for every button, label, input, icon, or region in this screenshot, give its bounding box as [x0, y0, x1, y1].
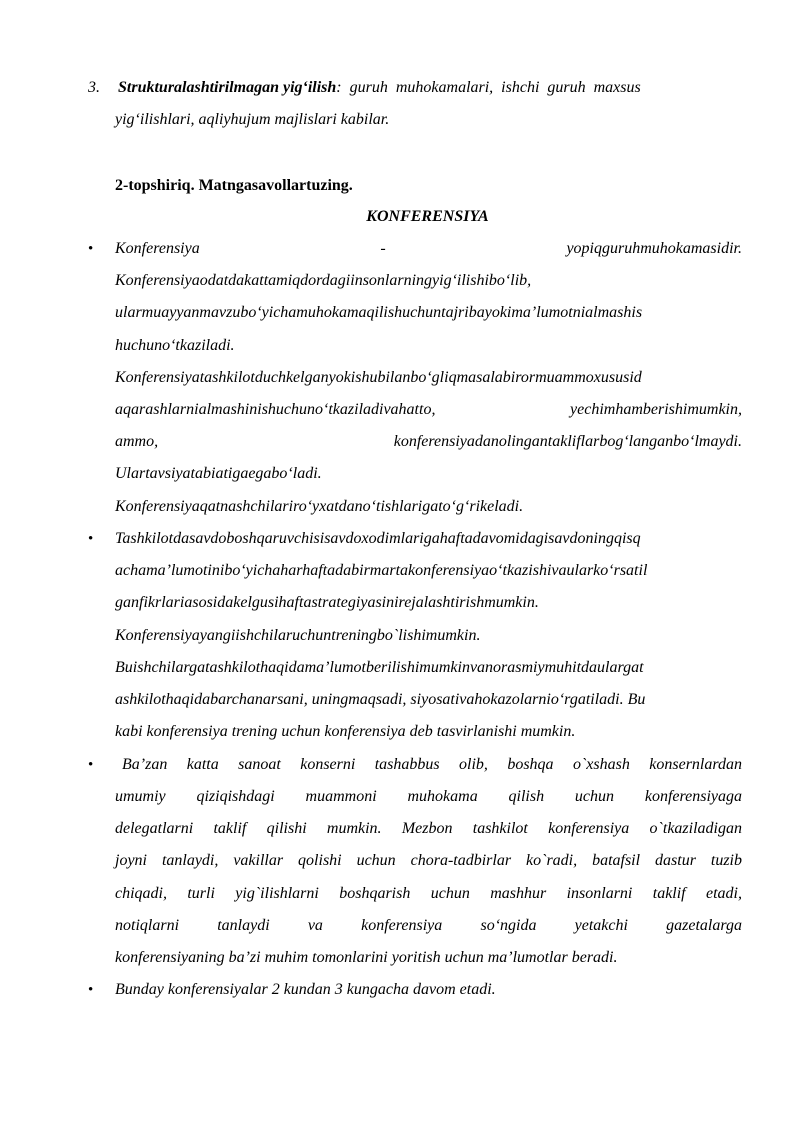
item3-line2: yig‘ilishlari, aqliyhujum majlislari kabilar. — [115, 111, 390, 128]
p1-line-2: Konferensiyaodatdakattamiqdordagiinsonlarningyig‘ilishibo‘lib, — [115, 272, 532, 289]
p3-line-4: joyni tanlaydi, vakillar qolishi uchun chora-tadbirlar ko`radi, batafsil dastur tuzib — [115, 852, 742, 869]
p3-line-2: umumiy qiziqishdagi muammoni muhokama qilish uchun konferensiyaga — [115, 788, 742, 805]
task-heading: 2-topshiriq. Matngasavollartuzing. — [115, 177, 353, 194]
p2-line-2: achama’lumotinibo‘yichaharhaftadabirmartakonferensiyao‘tkazishivaularko‘rsatil — [115, 562, 648, 579]
p2-line-7: kabi konferensiya trening uchun konferensiya deb tasvirlanishi mumkin. — [115, 723, 576, 740]
task-title: KONFERENSIYA — [366, 208, 489, 225]
p1-line-7: ammo, konferensiyadanolingantakliflarbog‘langanbo‘lmaydi. — [115, 433, 742, 450]
bullet-3: • — [88, 757, 94, 773]
p1-line-1: Konferensiya - yopiqguruhmuhokamasidir. — [115, 240, 742, 257]
p1-line-4: huchuno‘tkaziladi. — [115, 337, 235, 354]
bullet-4: • — [88, 982, 94, 998]
p3-line-3: delegatlarni taklif qilishi mumkin. Mezbon tashkilot konferensiya o`tkaziladigan — [115, 820, 742, 837]
p2-line-3: ganfikrlariasosidakelgusihaftastrategiyasinirejalashtirishmumkin. — [115, 594, 539, 611]
p2-line-6: ashkilothaqidabarchanarsani, uningmaqsadi, siyosativahokazolarnio‘rgatiladi. Bu — [115, 691, 646, 708]
p1-line-8: Ulartavsiyatabiatigaegabo‘ladi. — [115, 465, 322, 482]
p3-line-5: chiqadi, turli yig`ilishlarni boshqarish uchun mashhur insonlarni taklif etadi, — [115, 885, 742, 902]
item3-term: Strukturalashtirilmagan yig‘ilish — [118, 79, 337, 96]
bullet-2: • — [88, 531, 94, 547]
p1-line-9: Konferensiyaqatnashchilariro‘yxatdano‘tishlarigato‘g‘rikeladi. — [115, 498, 524, 515]
bullet-1: • — [88, 241, 94, 257]
p1-line-5: Konferensiyatashkilotduchkelganyokishubilanbo‘gliqmasalabirormuammoxususid — [115, 369, 642, 386]
item3-rest: : guruh muhokamalari, ishchi guruh maxsus — [336, 79, 641, 96]
p2-line-5: Buishchilargatashkilothaqidama’lumotberilishimumkinvanorasmiymuhitdaulargat — [115, 659, 644, 676]
p1-line-3: ularmuayyanmavzubo‘yichamuhokamaqilishuchuntajribayokima’lumotnialmashis — [115, 304, 643, 321]
p1-line-6: aqarashlarnialmashinishuchuno‘tkaziladivahatto, yechimhamberishimumkin, — [115, 401, 742, 418]
p2-line-4: Konferensiyayangiishchilaruchuntreningbo`lishimumkin. — [115, 627, 481, 644]
item3-number: 3. — [88, 79, 100, 96]
p3-line-1: Ba’zan katta sanoat konserni tashabbus olib, boshqa o`xshash konsernlardan — [122, 756, 742, 773]
p2-line-1: Tashkilotdasavdoboshqaruvchisisavdoxodimlarigahaftadavomidagisavdoningqisq — [115, 530, 641, 547]
p3-line-6: notiqlarni tanlaydi va konferensiya so‘ngida yetakchi gazetalarga — [115, 917, 742, 934]
p4-line-1: Bunday konferensiyalar 2 kundan 3 kungacha davom etadi. — [115, 981, 496, 998]
p3-line-7: konferensiyaning ba’zi muhim tomonlarini yoritish uchun ma’lumotlar beradi. — [115, 949, 618, 966]
item3-line1 — [88, 78, 743, 98]
